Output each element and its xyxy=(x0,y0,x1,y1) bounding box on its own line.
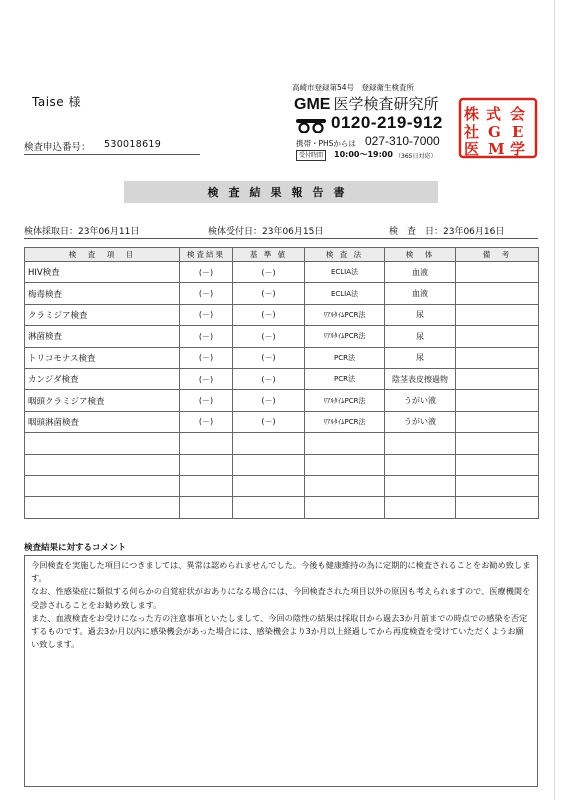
column-header: 検 体 xyxy=(385,248,456,262)
svg-text:医: 医 xyxy=(464,140,480,158)
test-date: 検 査 日：23年06月16日 xyxy=(389,227,505,237)
table-cell xyxy=(25,454,180,475)
table-cell xyxy=(385,475,456,496)
table-row xyxy=(25,304,539,325)
table-cell: ECLIA法 xyxy=(305,262,385,283)
table-cell xyxy=(456,347,539,368)
table-cell: 陰茎表皮擦過物 xyxy=(385,368,456,389)
svg-text:株: 株 xyxy=(464,105,480,123)
lab-name-text: 医学検査研究所 xyxy=(333,95,439,113)
application-number: 530018619 xyxy=(104,139,162,150)
table-cell: (－) xyxy=(180,262,233,283)
table-cell xyxy=(180,497,233,518)
table-row xyxy=(25,347,539,368)
page-edge xyxy=(554,0,555,800)
sample-collection-date: 検体採取日：23年06月11日 xyxy=(24,227,140,237)
table-cell: HIV検査 xyxy=(25,262,180,283)
table-cell xyxy=(456,368,539,389)
table-cell xyxy=(456,497,539,518)
table-cell: ﾘｱﾙﾀｲﾑPCR法 xyxy=(305,411,385,432)
svg-text:E: E xyxy=(512,123,524,141)
table-cell xyxy=(456,454,539,475)
table-cell xyxy=(456,262,539,283)
table-cell: 咽頭淋菌検査 xyxy=(25,411,180,432)
table-cell: 梅毒検査 xyxy=(25,283,180,304)
dates-underline xyxy=(24,238,538,239)
table-row xyxy=(25,368,539,389)
table-cell: (－) xyxy=(180,304,233,325)
table-cell xyxy=(456,326,539,347)
comment-paragraph: また、血液検査をお受けになった方の注意事項といたしまして、今回の陰性の結果は採取日から過去3か月前までの時点での感染を否定するものです。過去3か月以内に感染機会があった場合には、感染機会より3か月以上経過してから再度検査を受けていただくようお願い致します。 xyxy=(31,612,528,650)
table-cell xyxy=(305,454,385,475)
table-cell xyxy=(233,433,305,454)
table-cell: うがい液 xyxy=(385,390,456,411)
svg-text:G: G xyxy=(488,123,501,141)
table-row xyxy=(25,390,539,411)
table-cell: 尿 xyxy=(385,304,456,325)
hours-note: （365日対応） xyxy=(395,153,437,160)
table-cell: うがい液 xyxy=(385,411,456,432)
table-cell xyxy=(180,433,233,454)
comment-paragraph: なお、性感染症に類似する何らかの自覚症状がおありになる場合には、今回検査された項目以外の原因も考えられますので、医療機関を受診されることをお勧め致します。 xyxy=(31,586,531,610)
table-cell: (－) xyxy=(233,304,305,325)
table-cell: (－) xyxy=(180,283,233,304)
table-cell: 血液 xyxy=(385,262,456,283)
table-cell xyxy=(180,475,233,496)
table-cell xyxy=(25,475,180,496)
table-cell: (－) xyxy=(233,347,305,368)
table-cell xyxy=(456,433,539,454)
column-header: 検 査 法 xyxy=(305,248,385,262)
lab-registration: 高崎市登録第54号 登録衛生検査所 xyxy=(292,83,415,92)
table-row xyxy=(25,262,539,283)
table-cell xyxy=(233,497,305,518)
comment-box xyxy=(24,555,538,787)
lab-brand: GME xyxy=(294,96,331,113)
table-cell: (－) xyxy=(180,411,233,432)
table-row xyxy=(25,475,539,496)
table-row xyxy=(25,433,539,454)
table-row xyxy=(25,283,539,304)
table-cell xyxy=(385,433,456,454)
report-title: 検査結果報告書 xyxy=(124,181,438,203)
svg-text:M: M xyxy=(488,140,505,158)
svg-text:学: 学 xyxy=(510,140,526,158)
table-row xyxy=(25,411,539,432)
table-cell: ﾘｱﾙﾀｲﾑPCR法 xyxy=(305,304,385,325)
table-cell: ﾘｱﾙﾀｲﾑPCR法 xyxy=(305,390,385,411)
results-table xyxy=(24,247,539,519)
table-cell: (－) xyxy=(180,390,233,411)
sample-receipt-date: 検体受付日：23年06月15日 xyxy=(208,227,324,237)
table-cell: 血液 xyxy=(385,283,456,304)
table-cell: (－) xyxy=(233,368,305,389)
svg-text:社: 社 xyxy=(464,123,480,141)
table-cell: (－) xyxy=(233,326,305,347)
table-cell xyxy=(456,390,539,411)
freedial-number: 0120-219-912 xyxy=(331,113,443,132)
table-cell xyxy=(385,497,456,518)
svg-text:式: 式 xyxy=(486,105,502,123)
table-cell xyxy=(305,497,385,518)
comment-paragraph: 今回検査を実施した項目につきましては、異常は認められませんでした。今後も健康維持の為に定期的に検査されることをお勧め致します。 xyxy=(31,560,531,584)
column-header: 検 査 項 目 xyxy=(25,248,180,262)
application-underline xyxy=(24,154,200,155)
table-cell: (－) xyxy=(233,262,305,283)
patient-name: Taise 様 xyxy=(32,95,81,109)
svg-text:会: 会 xyxy=(510,105,526,123)
results-body xyxy=(25,262,539,519)
hours-badge: 受付時間 xyxy=(296,150,326,161)
table-cell xyxy=(456,304,539,325)
table-cell: クラミジア検査 xyxy=(25,304,180,325)
table-cell: (－) xyxy=(180,326,233,347)
table-cell: PCR法 xyxy=(305,368,385,389)
table-cell: 尿 xyxy=(385,347,456,368)
table-cell: PCR法 xyxy=(305,347,385,368)
table-cell: トリコモナス検査 xyxy=(25,347,180,368)
table-cell: (－) xyxy=(233,283,305,304)
table-cell: (－) xyxy=(233,390,305,411)
table-cell: ﾘｱﾙﾀｲﾑPCR法 xyxy=(305,326,385,347)
freedial-icon xyxy=(296,117,326,133)
table-cell xyxy=(233,475,305,496)
company-seal-icon xyxy=(458,97,538,159)
table-cell: (－) xyxy=(233,411,305,432)
table-header-row xyxy=(25,248,539,262)
table-cell: 淋菌検査 xyxy=(25,326,180,347)
table-cell xyxy=(456,411,539,432)
table-cell xyxy=(233,454,305,475)
mobile-number: 027-310-7000 xyxy=(365,134,440,148)
column-header: 備 考 xyxy=(456,248,539,262)
column-header: 検査結果 xyxy=(180,248,233,262)
table-cell: ECLIA法 xyxy=(305,283,385,304)
table-cell xyxy=(385,454,456,475)
table-row xyxy=(25,326,539,347)
table-cell xyxy=(305,433,385,454)
comment-label: 検査結果に対するコメント xyxy=(24,543,127,553)
table-cell: (－) xyxy=(180,347,233,368)
table-row xyxy=(25,454,539,475)
table-cell: 尿 xyxy=(385,326,456,347)
lab-name xyxy=(294,93,438,114)
table-cell: 咽頭クラミジア検査 xyxy=(25,390,180,411)
table-cell xyxy=(305,475,385,496)
column-header: 基 準 値 xyxy=(233,248,305,262)
table-row xyxy=(25,497,539,518)
hours-text: 10:00～19:00 xyxy=(334,150,393,159)
table-cell xyxy=(180,454,233,475)
table-cell xyxy=(456,475,539,496)
table-cell xyxy=(25,433,180,454)
table-cell: (－) xyxy=(180,368,233,389)
table-cell xyxy=(25,497,180,518)
mobile-label: 携帯・PHSからは xyxy=(296,139,356,148)
table-cell: カンジダ検査 xyxy=(25,368,180,389)
table-cell xyxy=(456,283,539,304)
application-number-label: 検査申込番号： xyxy=(24,142,91,153)
